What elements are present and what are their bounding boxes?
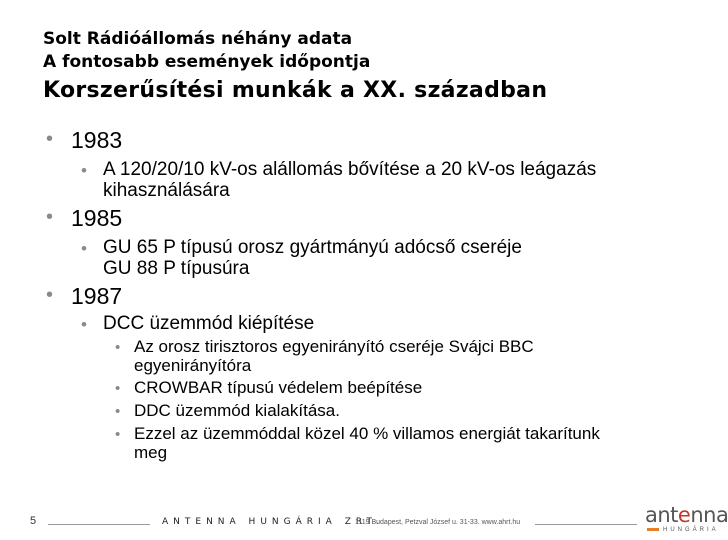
- sub-item-2: [115, 378, 423, 397]
- header-line-1: Solt Rádióállomás néhány adata: [43, 29, 353, 49]
- list-item-1985-1: [81, 237, 522, 279]
- bullet-icon: •: [46, 284, 54, 306]
- item-text: DCC üzemmód kiépítése: [103, 313, 315, 334]
- bullet-icon: •: [46, 206, 54, 228]
- sub-item-4: [115, 424, 600, 462]
- footer-brand: ANTENNA HUNGÁRIA ZRT.: [162, 517, 384, 527]
- footer-address: 1119 Budapest, Petzval József u. 31-33. www.ahrt.hu: [355, 519, 521, 526]
- year-label: 1983: [71, 127, 123, 153]
- logo-wordmark: antenna: [645, 503, 728, 527]
- bullet-icon: •: [46, 128, 54, 150]
- bullet-icon: •: [81, 239, 87, 258]
- footer-divider-left: [48, 524, 150, 525]
- year-1987: [46, 283, 123, 310]
- footer-divider-right: [535, 524, 637, 525]
- sub-item-text: DDC üzemmód kialakítása.: [134, 401, 340, 420]
- year-label: 1985: [71, 205, 123, 231]
- bullet-icon: •: [81, 315, 87, 334]
- page-number: 5: [30, 515, 37, 527]
- header-line-2: A fontosabb események időpontja: [43, 52, 371, 72]
- sub-item-text-line-2: meg: [134, 443, 168, 462]
- sub-item-text-line-1: Ezzel az üzemmóddal közel 40 % villamos energiát takarítunk: [134, 424, 600, 443]
- sub-item-text: CROWBAR típusú védelem beépítése: [134, 378, 423, 397]
- company-logo: [645, 503, 728, 537]
- bullet-icon: •: [115, 339, 121, 356]
- item-text-line-2: kihasználására: [103, 180, 230, 201]
- bullet-icon: •: [115, 380, 121, 397]
- bullet-icon: •: [115, 426, 121, 443]
- logo-dots-icon: [647, 528, 659, 531]
- sub-item-3: [115, 401, 340, 420]
- sub-item-text-line-1: Az orosz tirisztoros egyenirányító cseréje Svájci BBC: [134, 337, 534, 356]
- slide-title: Korszerűsítési munkák a XX. században: [43, 78, 548, 103]
- bullet-icon: •: [115, 403, 121, 420]
- year-label: 1987: [71, 283, 123, 309]
- logo-subtitle: HUNGÁRIA: [647, 527, 717, 533]
- list-item-1983-1: [81, 159, 597, 201]
- item-text-line-1: GU 65 P típusú orosz gyártmányú adócső cseréje: [103, 237, 522, 258]
- year-1985: [46, 205, 123, 232]
- list-item-1987-1: [81, 313, 315, 334]
- sub-item-text-line-2: egyenirányítóra: [134, 356, 252, 375]
- sub-item-1: [115, 337, 534, 375]
- item-text-line-1: A 120/20/10 kV-os alállomás bővítése a 20 kV-os leágazás: [103, 159, 597, 180]
- year-1983: [46, 127, 123, 154]
- item-text-line-2: GU 88 P típusúra: [103, 258, 250, 279]
- bullet-icon: •: [81, 161, 87, 180]
